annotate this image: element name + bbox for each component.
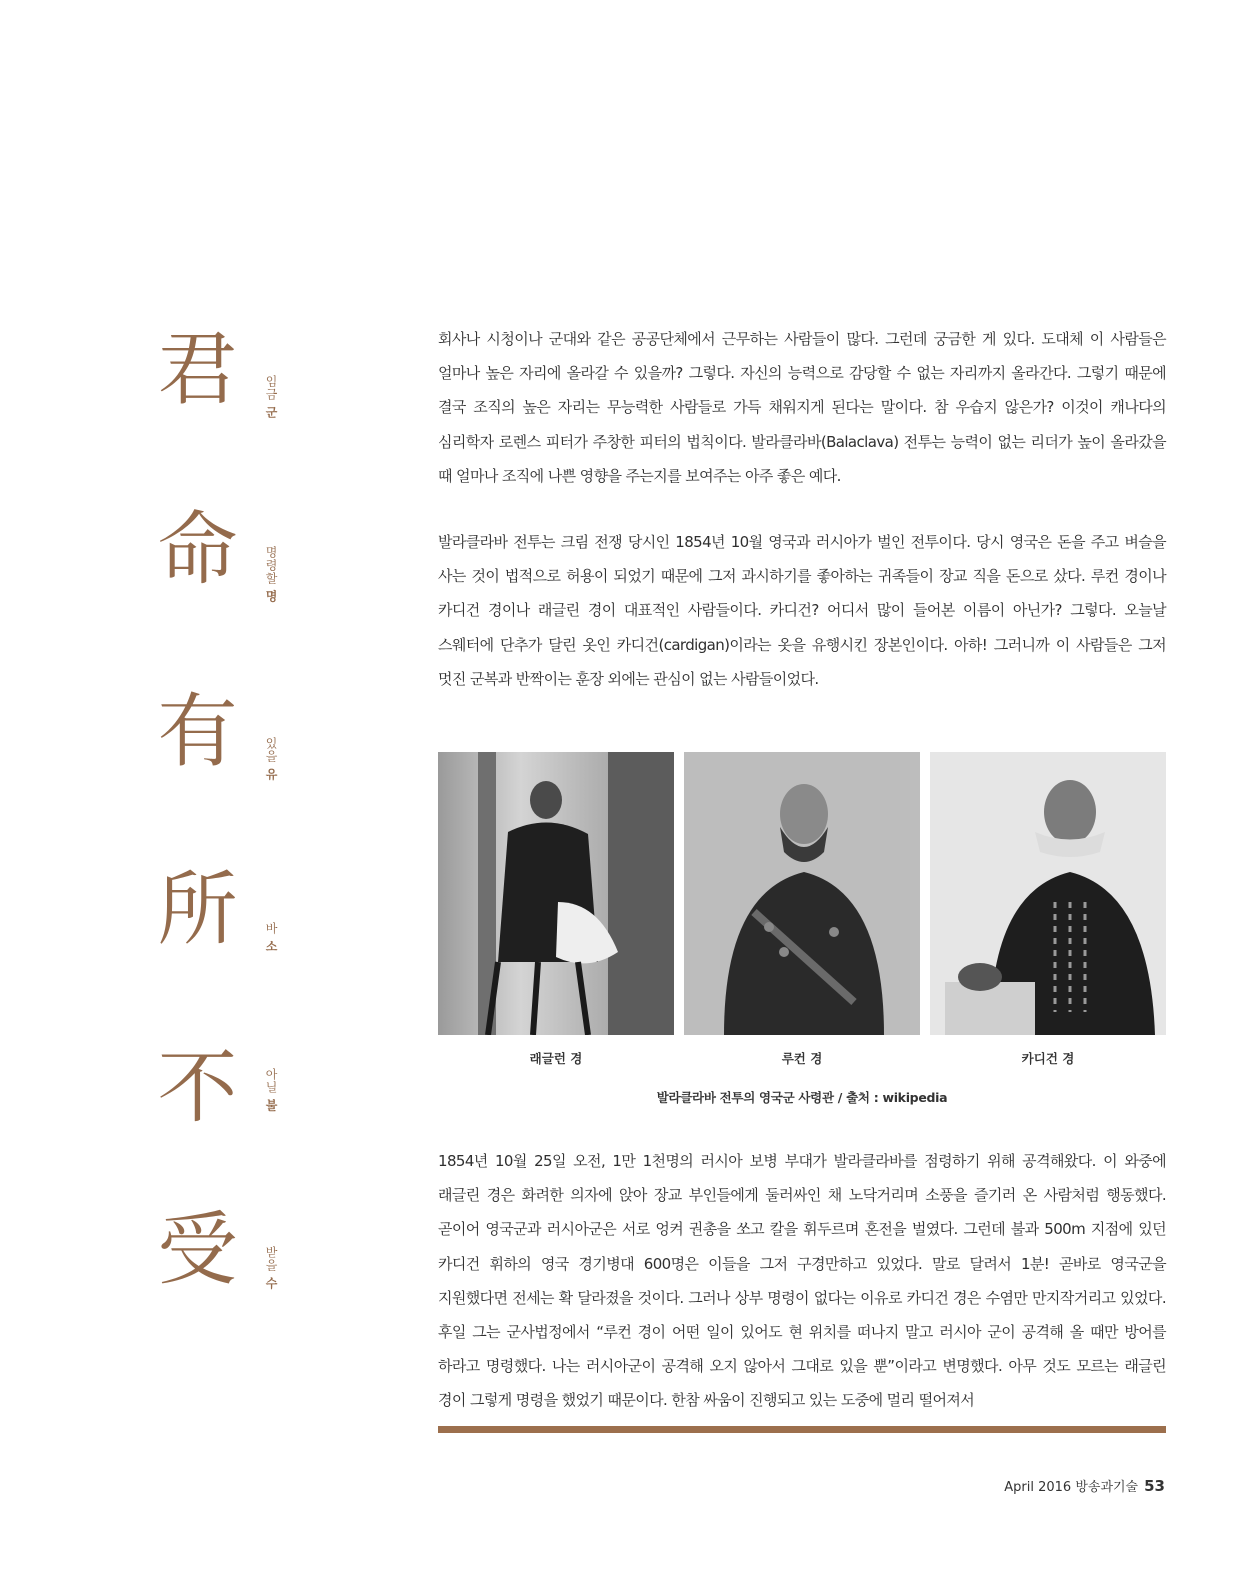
page-number: 53 <box>1144 1477 1165 1495</box>
photo-labels <box>438 1049 1166 1067</box>
lucan-portrait-image <box>684 752 920 1035</box>
footer-issue: April 2016 방송과기술 <box>1004 1480 1139 1495</box>
gloss-sound: 군 <box>264 406 278 420</box>
hanja-char: 所 <box>157 863 238 956</box>
hanja-char: 君 <box>157 323 238 416</box>
hanja-gloss-1 <box>260 375 278 419</box>
photo-lucan <box>684 752 920 1035</box>
hanja-gloss-5 <box>260 1068 278 1112</box>
photo-row <box>438 752 1166 1035</box>
photo-label-cardigan: 카디건 경 <box>1021 1051 1075 1066</box>
photo-cardigan <box>930 752 1166 1035</box>
gloss-meaning: 아닐 <box>264 1068 278 1094</box>
portrait-figure <box>438 752 1166 1106</box>
gloss-meaning: 명령할 <box>264 546 278 585</box>
gloss-meaning: 있을 <box>264 737 278 763</box>
figure-caption: 발라클라바 전투의 영국군 사령관 / 출처 : wikipedia <box>656 1090 948 1105</box>
gloss-sound: 명 <box>264 590 278 604</box>
paragraph-1: 회사나 시청이나 군대와 같은 공공단체에서 근무하는 사람들이 많다. 그런데 궁금한 게 있다. 도대체 이 사람들은 얼마나 높은 자리에 올라갈 수 있을까? 그렇다. 자신의 능력으로 감당할 수 없는 자리까지 올라간다. 그렇기 때문에 결국 조직의 높은 자리는 무능력한 사람들로 가득 채워지게 된다는 말이다. 참 우습지 않은가? 이것이 캐나다의 심리학자 로렌스 피터가 주창한 피터의 법칙이다. 발라클라바(Balaclava) 전투는 능력이 없는 리더가 높이 올라갔을 때 얼마나 조직에 나쁜 영향을 주는지를 보여주는 아주 좋은 예다. <box>438 330 1166 485</box>
page-footer <box>1004 1476 1165 1495</box>
hanja-gloss-2 <box>260 546 278 603</box>
article-body-bottom <box>438 1144 1166 1418</box>
paragraph-3: 1854년 10월 25일 오전, 1만 1천명의 러시아 보병 부대가 발라클라바를 점령하기 위해 공격해왔다. 이 와중에 래글린 경은 화려한 의자에 앉아 장교 부인들에게 둘러싸인 채 노닥거리며 소풍을 즐기러 온 사람처럼 행동했다. 곧이어 영국군과 러시아군은 서로 엉켜 권총을 쏘고 칼을 휘두르며 혼전을 벌였다. 그런데 불과 500m 지점에 있던 카디건 휘하의 영국 경기병대 600명은 이들을 그저 구경만하고 있었다. 말로 달려서 1분! 곧바로 영국군을 지원했다면 전세는 확 달라졌을 것이다. 그러나 상부 명령이 없다는 이유로 카디건 경은 수염만 만지작거리고 있었다. 후일 그는 군사법정에서 “루컨 경이 어떤 일이 있어도 현 위치를 떠나지 말고 러시아 군이 공격해 올 때만 방어를 하라고 명령했다. 나는 러시아군이 공격해 오지 않아서 그대로 있을 뿐”이라고 변명했다. 아무 것도 모르는 래글린 경이 그렇게 명령을 했었기 때문이다. 한참 싸움이 진행되고 있는 도중에 멀리 떨어져서 <box>438 1152 1166 1410</box>
photo-label-lucan: 루컨 경 <box>781 1051 823 1066</box>
hanja-char: 不 <box>157 1041 238 1134</box>
gloss-sound: 유 <box>264 768 278 782</box>
cardigan-portrait-image <box>930 752 1166 1035</box>
hanja-gloss-4 <box>260 922 278 953</box>
hanja-item-4 <box>150 860 280 970</box>
bottom-divider-bar <box>438 1426 1166 1433</box>
photo-raglan <box>438 752 674 1035</box>
hanja-gloss-6 <box>260 1246 278 1290</box>
gloss-meaning: 바 <box>264 922 278 935</box>
article-body-top <box>438 322 1166 696</box>
photo-label-raglan: 래글런 경 <box>529 1051 583 1066</box>
paragraph-2: 발라클라바 전투는 크림 전쟁 당시인 1854년 10월 영국과 러시아가 벌인 전투이다. 당시 영국은 돈을 주고 벼슬을 사는 것이 법적으로 허용이 되었기 때문에 그저 과시하기를 좋아하는 귀족들이 장교 직을 돈으로 샀다. 루컨 경이나 카디건 경이나 래글린 경이 대표적인 사람들이다. 카디건? 어디서 많이 들어본 이름이 아닌가? 그렇다. 오늘날 스웨터에 단추가 달린 옷인 카디건(cardigan)이라는 옷을 유행시킨 장본인이다. 아하! 그러니까 이 사람들은 그저 멋진 군복과 반짝이는 훈장 외에는 관심이 없는 사람들이었다. <box>438 533 1166 688</box>
hanja-char: 命 <box>157 503 238 596</box>
hanja-gloss-3 <box>260 737 278 781</box>
hanja-char: 受 <box>157 1203 238 1296</box>
gloss-sound: 소 <box>264 940 278 954</box>
gloss-sound: 수 <box>264 1277 278 1291</box>
gloss-meaning: 임금 <box>264 375 278 401</box>
raglan-portrait-image <box>438 752 674 1035</box>
hanja-char: 有 <box>157 685 238 778</box>
gloss-meaning: 받을 <box>264 1246 278 1272</box>
gloss-sound: 불 <box>264 1099 278 1113</box>
